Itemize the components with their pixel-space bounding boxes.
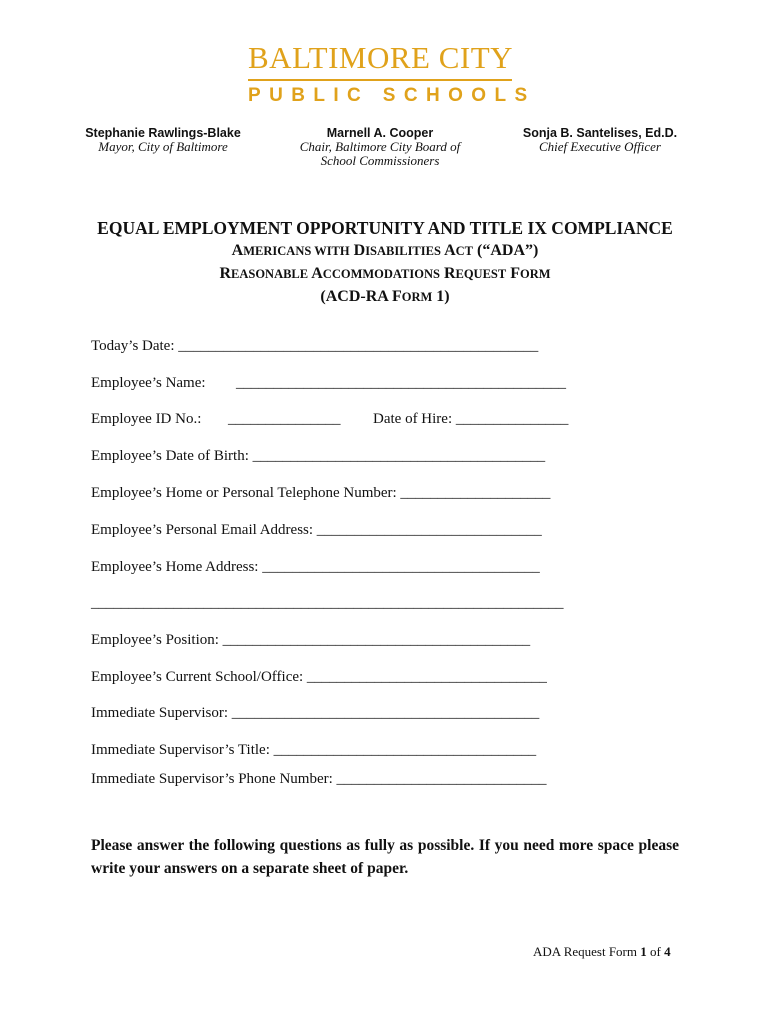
employee-name-field[interactable]: ____________________________________________ bbox=[236, 375, 566, 391]
official-role-cont: School Commissioners bbox=[320, 153, 440, 168]
supervisor-title-field[interactable]: Immediate Supervisor’s Title: ___________________________________ bbox=[91, 742, 537, 758]
employee-id-field[interactable]: _______________ bbox=[228, 411, 341, 427]
logo-line-2: PUBLIC SCHOOLS bbox=[248, 85, 536, 106]
home-address-field[interactable]: Employee’s Home Address: _____________________________________ bbox=[91, 559, 540, 575]
supervisor-phone-field[interactable]: Immediate Supervisor’s Phone Number: ____________________________ bbox=[91, 771, 547, 787]
official-name: Sonja B. Santelises, Ed.D. bbox=[522, 126, 678, 140]
home-address-line-2[interactable]: _______________________________________________________________ bbox=[91, 595, 564, 611]
school-office-field[interactable]: Employee’s Current School/Office: ________________________________ bbox=[91, 669, 547, 685]
telephone-field[interactable]: Employee’s Home or Personal Telephone Number: ____________________ bbox=[91, 485, 551, 501]
official-mayor bbox=[78, 126, 248, 154]
position-field[interactable]: Employee’s Position: _________________________________________ bbox=[91, 632, 531, 648]
date-of-hire-field[interactable]: Date of Hire: _______________ bbox=[373, 411, 569, 427]
instructions: Please answer the following questions as fully as possible. If you need more space please write your answers on a separate sheet of paper. bbox=[91, 837, 679, 877]
logo-line-1: BALTIMORE CITY bbox=[248, 40, 514, 75]
form-title: EQUAL EMPLOYMENT OPPORTUNITY AND TITLE IX COMPLIANCE bbox=[97, 218, 673, 238]
official-role: Chief Executive Officer bbox=[538, 139, 661, 154]
official-role: Mayor, City of Baltimore bbox=[98, 139, 228, 154]
official-ceo bbox=[518, 126, 682, 154]
employee-id-label: Employee ID No.: bbox=[91, 411, 202, 427]
todays-date-field[interactable]: Today’s Date: ________________________________________________ bbox=[91, 338, 539, 354]
form-number: (ACD-RA FORM 1) bbox=[320, 288, 450, 305]
page-footer: ADA Request Form 1 of 4 bbox=[533, 944, 671, 959]
employee-name-label: Employee’s Name: bbox=[91, 375, 206, 391]
form-subtitle-ada: AMERICANS WITH DISABILITIES ACT (“ADA”) bbox=[231, 242, 539, 259]
official-role: Chair, Baltimore City Board of bbox=[299, 139, 461, 154]
official-board-chair bbox=[290, 126, 470, 168]
date-of-birth-field[interactable]: Employee’s Date of Birth: _______________________________________ bbox=[91, 448, 546, 464]
form-subtitle-request: REASONABLE ACCOMMODATIONS REQUEST FORM bbox=[219, 265, 551, 282]
supervisor-field[interactable]: Immediate Supervisor: _________________________________________ bbox=[91, 705, 540, 721]
official-name: Stephanie Rawlings-Blake bbox=[85, 126, 241, 140]
logo-divider bbox=[248, 79, 512, 81]
email-field[interactable]: Employee’s Personal Email Address: ______________________________ bbox=[91, 522, 542, 538]
district-logo bbox=[248, 40, 536, 107]
official-name: Marnell A. Cooper bbox=[326, 126, 434, 140]
